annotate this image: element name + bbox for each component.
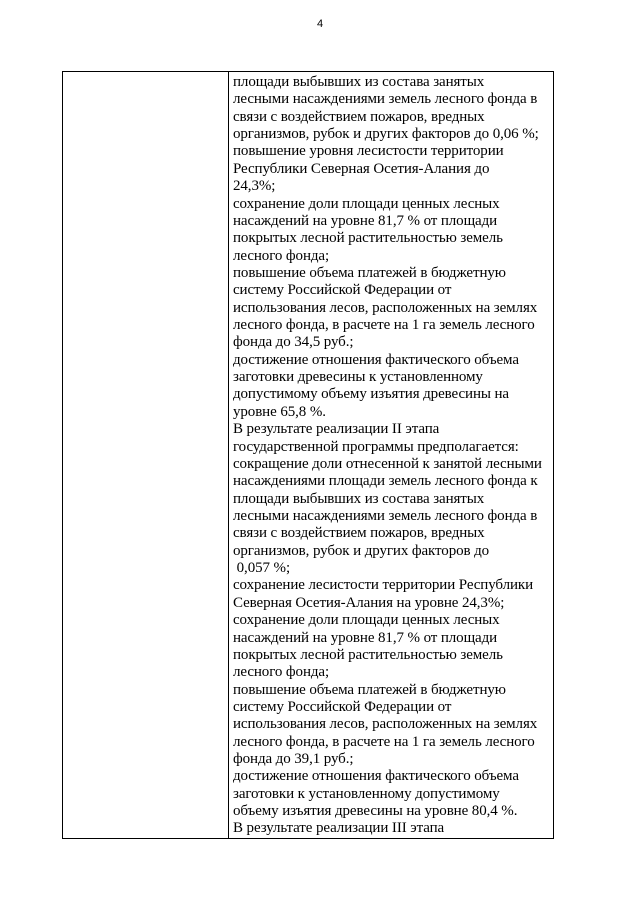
text-line: организмов, рубок и других факторов до xyxy=(233,542,490,559)
page-number: 4 xyxy=(316,18,324,30)
text-line: лесными насаждениями земель лесного фонда в xyxy=(233,91,538,108)
table-cell-left xyxy=(63,72,229,838)
text-line: сохранение доли площади ценных лесных xyxy=(233,612,500,629)
text-line: повышение объема платежей в бюджетную xyxy=(233,681,506,698)
text-line: фонда до 39,1 руб.; xyxy=(233,751,354,768)
text-line: насаждений на уровне 81,7 % от площади xyxy=(233,212,498,229)
text-line: использования лесов, расположенных на землях xyxy=(233,716,538,733)
text-line: связи с воздействием пожаров, вредных xyxy=(233,108,485,125)
text-line: сохранение доли площади ценных лесных xyxy=(233,195,500,212)
text-line: лесными насаждениями земель лесного фонда в xyxy=(233,507,538,524)
text-line: заготовки к установленному допустимому xyxy=(233,785,500,802)
text-line: лесного фонда, в расчете на 1 га земель лесного xyxy=(233,317,535,334)
document-table xyxy=(62,71,554,839)
text-line: допустимому объему изъятия древесины на xyxy=(233,386,509,403)
text-line: уровне 65,8 %. xyxy=(233,403,326,420)
table-cell-right xyxy=(229,72,553,838)
text-line: В результате реализации II этапа xyxy=(233,421,440,438)
text-line: сокращение доли отнесенной к занятой лесными xyxy=(233,455,542,472)
text-line: насаждениями площади земель лесного фонда к xyxy=(233,473,538,490)
text-line: систему Российской Федерации от xyxy=(233,698,452,715)
text-line: достижение отношения фактического объема xyxy=(233,351,519,368)
text-line: покрытых лесной растительностью земель xyxy=(233,646,503,663)
text-line: 0,057 %; xyxy=(233,560,291,577)
text-line: использования лесов, расположенных на землях xyxy=(233,299,538,316)
text-line: фонда до 34,5 руб.; xyxy=(233,334,354,351)
text-line: лесного фонда; xyxy=(233,664,330,681)
text-line: 24,3%; xyxy=(233,178,276,195)
text-line: лесного фонда, в расчете на 1 га земель лесного xyxy=(233,733,535,750)
text-line: площади выбывших из состава занятых xyxy=(233,490,485,507)
text-line: повышение объема платежей в бюджетную xyxy=(233,264,506,281)
text-line: заготовки древесины к установленному xyxy=(233,369,483,386)
text-line: В результате реализации III этапа xyxy=(233,820,445,837)
text-line: государственной программы предполагается: xyxy=(233,438,519,455)
text-line: достижение отношения фактического объема xyxy=(233,768,519,785)
text-line: Республики Северная Осетия-Алания до xyxy=(233,160,490,177)
text-line: повышение уровня лесистости территории xyxy=(233,143,504,160)
text-line: систему Российской Федерации от xyxy=(233,282,452,299)
text-line: Северная Осетия-Алания на уровне 24,3%; xyxy=(233,594,505,611)
text-line: покрытых лесной растительностью земель xyxy=(233,230,503,247)
text-line: площади выбывших из состава занятых xyxy=(233,74,485,90)
text-line: объему изъятия древесины на уровне 80,4 %. xyxy=(233,803,518,820)
text-line: насаждений на уровне 81,7 % от площади xyxy=(233,629,498,646)
text-line: лесного фонда; xyxy=(233,247,330,264)
text-line: организмов, рубок и других факторов до 0,06 %; xyxy=(233,126,539,143)
text-line: связи с воздействием пожаров, вредных xyxy=(233,525,485,542)
text-line: сохранение лесистости территории Республики xyxy=(233,577,534,594)
